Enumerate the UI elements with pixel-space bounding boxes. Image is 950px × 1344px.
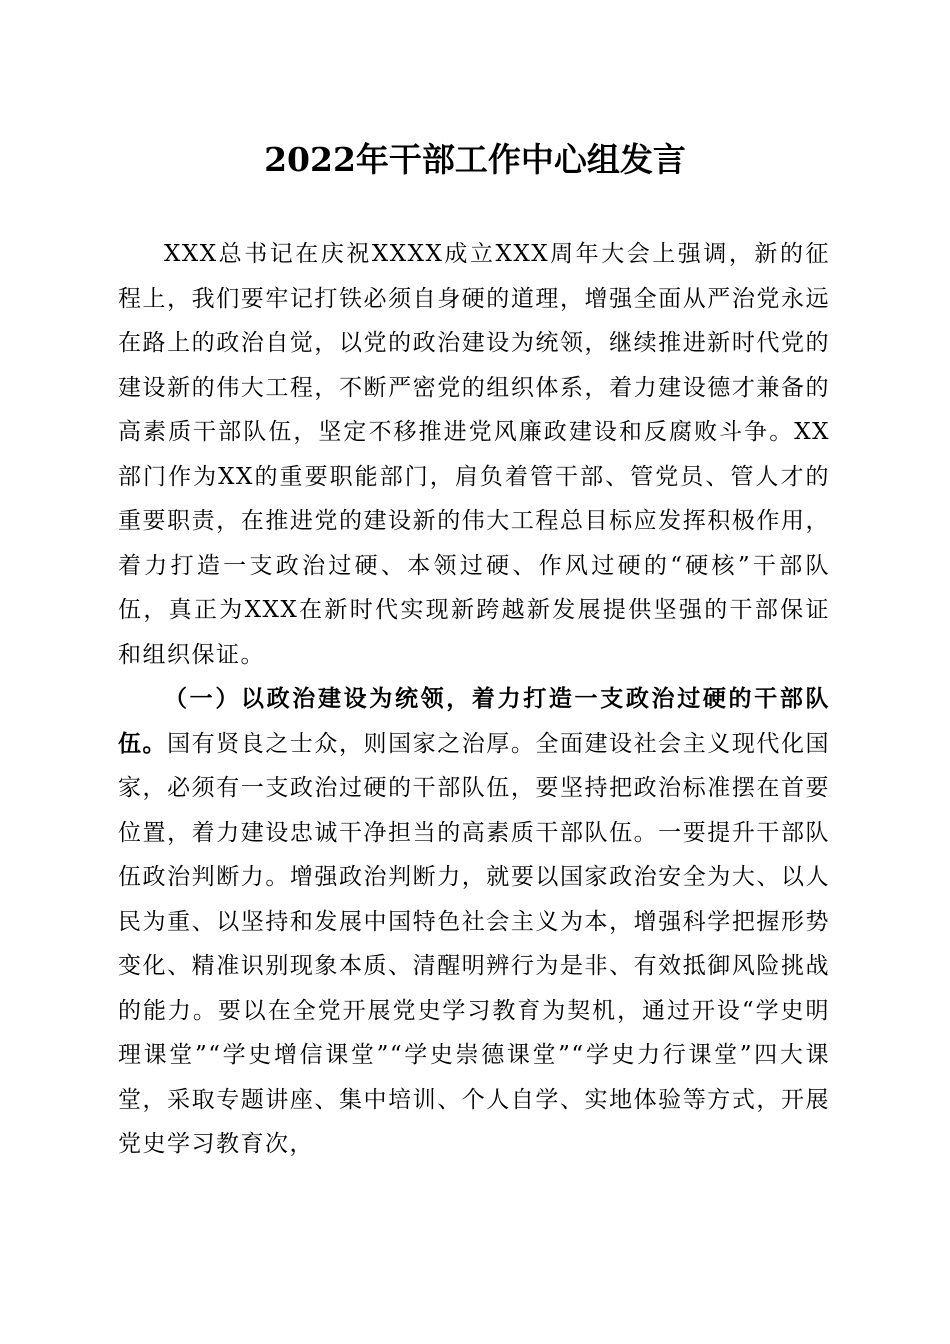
section-1-heading: （一）以政治建设为统领，着力打造一支政治过硬的干部队伍。 bbox=[118, 685, 830, 757]
paragraph-intro-text: XXX总书记在庆祝XXXX成立XXX周年大会上强调，新的征程上，我们要牢记打铁必须自身硬的道理，增强全面从严治党永远在路上的政治自觉，以党的政治建设为统领，继续推进新时代党的建设新的伟大工程，不断严密党的组织体系，着力建设德才兼备的高素质干部队伍，坚定不移推进党风廉政建设和反腐败斗争。XX部门作为XX的重要职能部门，肩负着管干部、管党员、管人才的重要职责，在推进党的建设新的伟大工程总目标应发挥积极作用，着力打造一支政治过硬、本领过硬、作风过硬的“硬核”干部队伍，真正为XXX在新时代实现新跨越新发展提供坚强的干部保证和组织保证。 bbox=[118, 241, 830, 668]
paragraph-intro bbox=[118, 232, 830, 677]
document-body bbox=[118, 232, 830, 1167]
section-1-text: 国有贤良之士众，则国家之治厚。全面建设社会主义现代化国家，必须有一支政治过硬的干部队伍，要坚持把政治标准摆在首要位置，着力建设忠诚干净担当的高素质干部队伍。一要提升干部队伍政治判断力。增强政治判断力，就要以国家政治安全为大、以人民为重、以坚持和发展中国特色社会主义为本，增强科学把握形势变化、精准识别现象本质、清醒明辨行为是非、有效抵御风险挑战的能力。要以在全党开展党史学习教育为契机，通过开设“学史明理课堂”“学史增信课堂”“学史崇德课堂”“学史力行课堂”四大课堂，采取专题讲座、集中培训、个人自学、实地体验等方式，开展党史学习教育次， bbox=[118, 730, 831, 1157]
document-title: 2022年干部工作中心组发言 bbox=[264, 140, 686, 179]
paragraph-section-1 bbox=[118, 677, 830, 1167]
